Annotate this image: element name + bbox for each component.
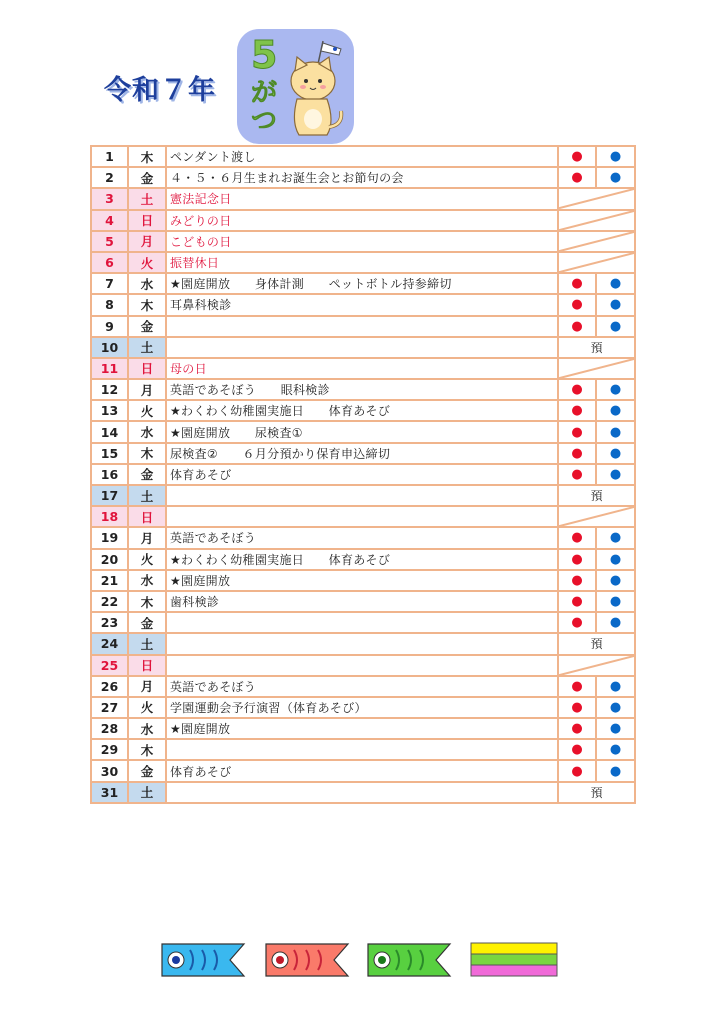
event-text: 体育あそび	[166, 760, 558, 781]
day-number: 12	[91, 379, 128, 400]
day-number: 29	[91, 739, 128, 760]
event-text: 英語であそぼう	[166, 527, 558, 548]
month-number: 5	[251, 33, 278, 77]
red-carp-streamer-icon	[264, 940, 350, 980]
weekday: 木	[128, 591, 166, 612]
day-number: 3	[91, 188, 128, 209]
schedule-row	[91, 379, 635, 400]
red-dot-icon: ●	[558, 464, 596, 485]
day-number: 2	[91, 167, 128, 188]
weekday: 木	[128, 294, 166, 315]
day-number: 20	[91, 549, 128, 570]
red-dot-icon: ●	[558, 316, 596, 337]
weekday: 土	[128, 337, 166, 358]
schedule-row	[91, 464, 635, 485]
weekday: 金	[128, 464, 166, 485]
blue-dot-icon: ●	[596, 400, 635, 421]
red-dot-icon: ●	[558, 612, 596, 633]
red-dot-icon: ●	[558, 443, 596, 464]
day-number: 17	[91, 485, 128, 506]
blue-carp-streamer-icon	[160, 940, 246, 980]
schedule-row	[91, 443, 635, 464]
schedule-row	[91, 718, 635, 739]
red-dot-icon: ●	[558, 146, 596, 167]
schedule-row	[91, 146, 635, 167]
event-text	[166, 739, 558, 760]
red-dot-icon: ●	[558, 549, 596, 570]
event-text: ★園庭開放	[166, 718, 558, 739]
event-text: ペンダント渡し	[166, 146, 558, 167]
weekday: 水	[128, 570, 166, 591]
weekday: 木	[128, 739, 166, 760]
blue-dot-icon: ●	[596, 718, 635, 739]
weekday: 金	[128, 760, 166, 781]
blue-dot-icon: ●	[596, 591, 635, 612]
blue-dot-icon: ●	[596, 676, 635, 697]
blue-dot-icon: ●	[596, 570, 635, 591]
day-number: 14	[91, 421, 128, 442]
schedule-row	[91, 400, 635, 421]
weekday: 日	[128, 655, 166, 676]
red-dot-icon: ●	[558, 421, 596, 442]
schedule-row	[91, 697, 635, 718]
day-number: 8	[91, 294, 128, 315]
event-text	[166, 485, 558, 506]
schedule-row	[91, 210, 635, 231]
red-dot-icon: ●	[558, 697, 596, 718]
schedule-row	[91, 231, 635, 252]
month-badge	[237, 29, 354, 144]
red-dot-icon: ●	[558, 570, 596, 591]
day-number: 4	[91, 210, 128, 231]
weekday: 水	[128, 718, 166, 739]
schedule-row	[91, 337, 635, 358]
day-number: 25	[91, 655, 128, 676]
weekday: 火	[128, 697, 166, 718]
event-text: ★わくわく幼稚園実施日 体育あそび	[166, 549, 558, 570]
schedule-row	[91, 252, 635, 273]
weekday: 木	[128, 146, 166, 167]
schedule-row	[91, 358, 635, 379]
weekday: 土	[128, 633, 166, 654]
weekday: 金	[128, 167, 166, 188]
streamer-banner-icon	[470, 942, 560, 980]
weekday: 水	[128, 273, 166, 294]
schedule-row	[91, 612, 635, 633]
day-number: 23	[91, 612, 128, 633]
weekday: 水	[128, 421, 166, 442]
event-text: 振替休日	[166, 252, 558, 273]
reserve-label: 預	[558, 782, 635, 803]
event-text: 学園運動会予行演習（体育あそび）	[166, 697, 558, 718]
schedule-row	[91, 655, 635, 676]
event-text: ★園庭開放	[166, 570, 558, 591]
blue-dot-icon: ●	[596, 421, 635, 442]
event-text: 耳鼻科検診	[166, 294, 558, 315]
monthly-schedule-table	[90, 145, 636, 804]
red-dot-icon: ●	[558, 273, 596, 294]
weekday: 火	[128, 549, 166, 570]
day-number: 28	[91, 718, 128, 739]
blue-dot-icon: ●	[596, 527, 635, 548]
blue-dot-icon: ●	[596, 464, 635, 485]
schedule-row	[91, 549, 635, 570]
day-number: 21	[91, 570, 128, 591]
event-text	[166, 506, 558, 527]
blue-dot-icon: ●	[596, 379, 635, 400]
weekday: 火	[128, 400, 166, 421]
event-text: ★わくわく幼稚園実施日 体育あそび	[166, 400, 558, 421]
event-text: 母の日	[166, 358, 558, 379]
red-dot-icon: ●	[558, 739, 596, 760]
blue-dot-icon: ●	[596, 316, 635, 337]
schedule-row	[91, 739, 635, 760]
day-number: 9	[91, 316, 128, 337]
blue-dot-icon: ●	[596, 697, 635, 718]
closed-slash	[558, 188, 635, 209]
weekday: 土	[128, 782, 166, 803]
schedule-row	[91, 188, 635, 209]
event-text: ★園庭開放 尿検査①	[166, 421, 558, 442]
weekday: 日	[128, 358, 166, 379]
reserve-label: 預	[558, 633, 635, 654]
event-text	[166, 337, 558, 358]
day-number: 24	[91, 633, 128, 654]
event-text: 体育あそび	[166, 464, 558, 485]
weekday: 月	[128, 231, 166, 252]
event-text	[166, 316, 558, 337]
schedule-row	[91, 633, 635, 654]
schedule-row	[91, 506, 635, 527]
blue-dot-icon: ●	[596, 294, 635, 315]
closed-slash	[558, 506, 635, 527]
event-text: こどもの日	[166, 231, 558, 252]
red-dot-icon: ●	[558, 676, 596, 697]
closed-slash	[558, 358, 635, 379]
weekday: 日	[128, 210, 166, 231]
weekday: 月	[128, 676, 166, 697]
red-dot-icon: ●	[558, 718, 596, 739]
blue-dot-icon: ●	[596, 273, 635, 294]
day-number: 26	[91, 676, 128, 697]
schedule-row	[91, 527, 635, 548]
closed-slash	[558, 210, 635, 231]
schedule-row	[91, 591, 635, 612]
event-text: 憲法記念日	[166, 188, 558, 209]
schedule-row	[91, 316, 635, 337]
day-number: 5	[91, 231, 128, 252]
blue-dot-icon: ●	[596, 167, 635, 188]
event-text: みどりの日	[166, 210, 558, 231]
weekday: 金	[128, 316, 166, 337]
blue-dot-icon: ●	[596, 549, 635, 570]
schedule-row	[91, 485, 635, 506]
red-dot-icon: ●	[558, 167, 596, 188]
event-text	[166, 612, 558, 633]
schedule-row	[91, 167, 635, 188]
reserve-label: 預	[558, 337, 635, 358]
decorative-flags	[160, 938, 560, 983]
blue-dot-icon: ●	[596, 443, 635, 464]
blue-dot-icon: ●	[596, 146, 635, 167]
reserve-label: 預	[558, 485, 635, 506]
red-dot-icon: ●	[558, 400, 596, 421]
day-number: 16	[91, 464, 128, 485]
day-number: 18	[91, 506, 128, 527]
event-text: 尿検査② ６月分預かり保育申込締切	[166, 443, 558, 464]
cat-with-carp-streamer-illustration	[283, 37, 349, 141]
schedule-row	[91, 676, 635, 697]
day-number: 13	[91, 400, 128, 421]
green-carp-streamer-icon	[366, 940, 452, 980]
blue-dot-icon: ●	[596, 612, 635, 633]
day-number: 7	[91, 273, 128, 294]
event-text: ★園庭開放 身体計測 ペットボトル持参締切	[166, 273, 558, 294]
event-text: 英語であそぼう	[166, 676, 558, 697]
day-number: 11	[91, 358, 128, 379]
event-text	[166, 633, 558, 654]
day-number: 6	[91, 252, 128, 273]
event-text	[166, 782, 558, 803]
event-text: 歯科検診	[166, 591, 558, 612]
schedule-row	[91, 782, 635, 803]
day-number: 31	[91, 782, 128, 803]
red-dot-icon: ●	[558, 379, 596, 400]
weekday: 月	[128, 379, 166, 400]
weekday: 月	[128, 527, 166, 548]
day-number: 10	[91, 337, 128, 358]
weekday: 土	[128, 188, 166, 209]
red-dot-icon: ●	[558, 760, 596, 781]
weekday: 木	[128, 443, 166, 464]
month-kana: がつ	[251, 78, 278, 136]
red-dot-icon: ●	[558, 527, 596, 548]
event-text	[166, 655, 558, 676]
schedule-row	[91, 570, 635, 591]
weekday: 金	[128, 612, 166, 633]
event-text: ４・５・６月生まれお誕生会とお節句の会	[166, 167, 558, 188]
day-number: 30	[91, 760, 128, 781]
day-number: 15	[91, 443, 128, 464]
weekday: 日	[128, 506, 166, 527]
blue-dot-icon: ●	[596, 739, 635, 760]
day-number: 1	[91, 146, 128, 167]
day-number: 22	[91, 591, 128, 612]
weekday: 火	[128, 252, 166, 273]
day-number: 27	[91, 697, 128, 718]
closed-slash	[558, 655, 635, 676]
weekday: 土	[128, 485, 166, 506]
red-dot-icon: ●	[558, 294, 596, 315]
schedule-row	[91, 421, 635, 442]
schedule-row	[91, 760, 635, 781]
day-number: 19	[91, 527, 128, 548]
era-year-title: 令和７年	[104, 75, 216, 106]
red-dot-icon: ●	[558, 591, 596, 612]
blue-dot-icon: ●	[596, 760, 635, 781]
closed-slash	[558, 231, 635, 252]
event-text: 英語であそぼう 眼科検診	[166, 379, 558, 400]
schedule-row	[91, 273, 635, 294]
closed-slash	[558, 252, 635, 273]
schedule-row	[91, 294, 635, 315]
